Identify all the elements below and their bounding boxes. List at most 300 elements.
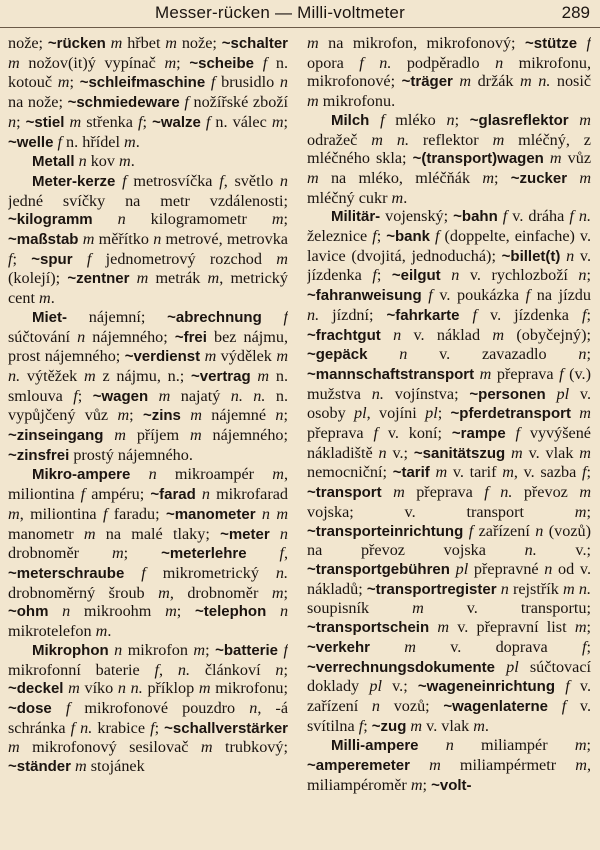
grammar-label: m (574, 618, 587, 637)
entry-text: ; (376, 266, 392, 285)
entry-text: . (484, 716, 489, 735)
headword: ~bank (386, 228, 430, 246)
grammar-label: pl (556, 384, 570, 403)
grammar-label: f (80, 485, 86, 504)
grammar-label: m (579, 404, 591, 423)
grammar-label: n (275, 660, 284, 679)
entry-text: ; (586, 266, 591, 285)
entry-text: odražeč (307, 130, 372, 149)
entry-text (506, 424, 516, 442)
entry-text: manometr (8, 524, 84, 543)
headword: ~telephon (194, 603, 267, 621)
entry-text: mikrofonní baterie (8, 660, 155, 679)
headword: ~zucker (510, 169, 568, 187)
grammar-label: n (399, 345, 408, 364)
headword: ~meterlehre (161, 545, 247, 563)
entry-text (382, 483, 393, 501)
grammar-label: m (473, 716, 485, 735)
entry-text (93, 210, 118, 228)
headword: ~schleifmaschine (79, 74, 206, 92)
entry-text: . (403, 188, 408, 207)
entry-text: v.; (536, 541, 591, 560)
grammar-label: m (307, 92, 319, 111)
entry-text: příklop (142, 679, 199, 698)
grammar-label: m (271, 583, 284, 602)
entry-text: , drobnoměr (169, 583, 272, 602)
entry-text: mikrofonu. (318, 92, 396, 111)
entry-text: ; (437, 404, 451, 423)
entry-text: kilogramometr (125, 210, 272, 229)
entry-text: n. válec (210, 112, 272, 131)
entry-text: nájemného; (85, 327, 175, 346)
entry-text: kov (86, 152, 120, 171)
entry-text: súčtování (8, 327, 78, 346)
entry-text: výdělek (216, 347, 277, 366)
grammar-label: m (549, 149, 562, 168)
grammar-label: n (378, 443, 387, 462)
grammar-label: m (410, 775, 423, 794)
grammar-label: n (279, 524, 288, 543)
entry-text: ; (586, 637, 591, 656)
headword: ~transporteinrichtung (307, 522, 464, 540)
grammar-label: m (492, 325, 505, 344)
entry-text: ; (176, 602, 195, 621)
entry-text (577, 34, 586, 52)
headword: ~meterschraube (8, 564, 125, 582)
grammar-label: n (495, 53, 504, 72)
entry-text: bez nájmu, prost nájemného; (8, 327, 288, 366)
entry-text (410, 756, 429, 774)
entry-text: jednometrový rozchod (91, 249, 277, 268)
entry-text: mikrofonu; (210, 679, 288, 698)
entry-text (419, 736, 446, 754)
grammar-label: m (57, 73, 70, 92)
headword: ~volt- (431, 776, 472, 794)
entry-text: vůz (561, 149, 591, 168)
headword: ~verkehr (307, 638, 370, 656)
grammar-label: m (95, 622, 108, 641)
grammar-label: m (562, 579, 575, 598)
entry-text: mikroohm (70, 602, 166, 621)
headword: ~spur (31, 250, 73, 268)
headword: ~träger (401, 73, 453, 91)
grammar-label: n (153, 230, 162, 249)
dictionary-entry (8, 172, 288, 308)
entry-text: ; (422, 775, 432, 794)
entry-text: výtěžek (20, 366, 84, 385)
grammar-label: m (371, 130, 383, 149)
grammar-label: f (582, 637, 587, 656)
entry-text (495, 658, 506, 676)
entry-text: ; (376, 227, 387, 246)
entry-text: . (135, 132, 140, 151)
grammar-label: f (150, 718, 155, 737)
grammar-label: n. (379, 53, 392, 72)
grammar-label: m (391, 188, 404, 207)
grammar-label: f (122, 171, 127, 190)
entry-text: mikrometrický (145, 563, 276, 582)
entry-text: miliampérmetr (440, 756, 576, 775)
grammar-label: m (276, 249, 288, 268)
entry-text (567, 169, 579, 187)
entry-text (52, 699, 66, 717)
entry-text: ampéru; (85, 485, 151, 504)
grammar-label: m (307, 34, 319, 52)
entry-text (555, 677, 565, 695)
grammar-label: m (158, 583, 170, 602)
left-column (8, 34, 288, 842)
entry-text: n. kotouč (8, 53, 288, 92)
grammar-label: m (75, 757, 87, 776)
entry-text: v. přepravní list (449, 618, 575, 637)
grammar-label: f (428, 286, 433, 305)
entry-text (383, 131, 397, 149)
headword: ~scheibe (189, 54, 254, 72)
grammar-label: m (579, 443, 591, 462)
headword: ~meter (220, 525, 270, 543)
headword: ~deckel (8, 680, 64, 698)
entry-text: . (50, 289, 55, 308)
grammar-label: f (359, 53, 364, 72)
headword: ~vertrag (191, 367, 251, 385)
grammar-label: m (271, 210, 284, 229)
entry-text: n. hřídel (62, 132, 125, 151)
headword: ~verrechnungsdokumente (307, 658, 495, 676)
grammar-label: f (468, 521, 474, 540)
grammar-label: n (117, 210, 126, 229)
headword: ~batterie (215, 641, 279, 659)
grammar-label: n (117, 679, 126, 698)
grammar-label: f (586, 34, 591, 52)
headword: ~rampe (451, 425, 506, 443)
dictionary-entry (8, 308, 288, 466)
entry-text: v. osoby (307, 384, 591, 423)
entry-text: ; (142, 112, 153, 131)
grammar-label: m (136, 269, 149, 288)
entry-text (48, 602, 62, 620)
entry-text: v. koní; (377, 424, 452, 443)
entry-text (247, 544, 280, 562)
headword: ~walze (152, 113, 201, 131)
entry-text: v. tarif (447, 463, 503, 482)
entry-text: , metrický cent (8, 269, 288, 308)
grammar-label: m (117, 406, 130, 425)
headword: ~mannschaftstransport (307, 365, 475, 383)
grammar-label: m (189, 426, 202, 445)
entry-text: na malé tlaky; (95, 524, 221, 543)
headword: ~frachtgut (307, 326, 381, 344)
entry-text: ; (586, 345, 591, 364)
entry-text (262, 308, 284, 326)
headword: ~bahn (453, 208, 498, 226)
entry-text: v. jízdenka (307, 246, 591, 285)
entry-text: převoz (512, 483, 580, 502)
entry-text: ; (454, 110, 470, 129)
entry-text: ; (283, 583, 288, 602)
grammar-label: m (479, 364, 492, 383)
entry-text: drobnoměrný šroub (8, 583, 159, 602)
entry-text: , miliampéroměr (307, 756, 591, 794)
headword: ~amperemeter (307, 757, 410, 775)
entry-text: ; (363, 716, 372, 735)
grammar-label: f (525, 286, 531, 305)
entry-text: článkoví (190, 660, 276, 679)
headword: ~stiel (25, 113, 65, 131)
entry-text (73, 250, 87, 268)
grammar-label: n (371, 696, 381, 715)
entry-text: mikrofarad (210, 485, 288, 504)
grammar-label: f (279, 544, 284, 563)
dictionary-entry (307, 34, 591, 111)
headword: ~verdienst (124, 348, 201, 366)
entry-text: mikrofon (122, 640, 194, 659)
entry-text: ; (16, 112, 26, 131)
grammar-label: m (257, 366, 270, 385)
grammar-label: m (69, 112, 82, 131)
entry-text: v. náklad (401, 325, 493, 344)
headword: ~frei (174, 328, 207, 346)
entry-text: reflektor (409, 130, 493, 149)
headword: ~schalter (221, 35, 288, 52)
entry-text (364, 54, 379, 72)
entry-text: mikrofonu, mikrofonové; (307, 53, 591, 91)
entry-text: miliampér (453, 736, 575, 755)
grammar-label: m (204, 347, 217, 366)
grammar-label: m (114, 426, 126, 445)
grammar-label: m (574, 502, 587, 521)
entry-text: vojenský; (380, 207, 454, 226)
headword: ~eilgut (391, 267, 441, 285)
headword: ~schmiedeware (67, 94, 180, 112)
grammar-label: n (77, 327, 86, 346)
grammar-label: n (148, 465, 157, 484)
entry-text: na nože; (8, 93, 68, 112)
grammar-label: f (502, 207, 508, 226)
entry-text: přeprava (307, 424, 374, 443)
entry-text: vozů; (380, 696, 444, 715)
entry-text: zařízení (473, 521, 536, 540)
entry-text: vojska; v. transport (307, 502, 575, 521)
entry-text: (doppelte, einfache) v. lavice (dvojitá, jednoduchá); (307, 227, 591, 265)
grammar-label: m (190, 406, 202, 425)
entry-text: ; (123, 544, 162, 563)
entry-text (548, 697, 562, 715)
grammar-label: pl (425, 404, 438, 423)
header-title: Messer-rücken — Milli-voltmeter (155, 3, 405, 22)
grammar-label: m (276, 504, 288, 523)
headword: ~farad (150, 486, 196, 504)
grammar-label: n. n. (230, 386, 266, 405)
right-column (307, 34, 591, 842)
grammar-label: f (372, 266, 377, 285)
grammar-label: f (8, 249, 13, 268)
headword: ~rücken (47, 35, 106, 52)
entry-text (441, 266, 452, 284)
headword: ~transport (307, 484, 382, 502)
headword: Metall (32, 153, 75, 171)
page-number: 289 (561, 3, 590, 22)
headword: ~gepäck (307, 346, 368, 364)
entry-text: . (107, 622, 112, 641)
grammar-label: n (535, 521, 544, 540)
entry-text: mléko (384, 110, 447, 129)
grammar-label: n (445, 736, 454, 755)
grammar-label: n. (578, 579, 591, 598)
entry-text (370, 638, 404, 656)
entry-text: jízdní; (319, 305, 387, 324)
entry-text: ; (205, 640, 216, 659)
headword: ~maßstab (8, 231, 79, 249)
grammar-label: f (141, 563, 146, 582)
grammar-label: m (276, 347, 288, 366)
entry-text: ; (154, 718, 165, 737)
entry-text: ; (176, 53, 190, 72)
grammar-label: n. (275, 563, 288, 582)
dictionary-entry (8, 152, 288, 172)
entry-text: v. rychlozboží (459, 266, 579, 285)
dictionary-entry (8, 641, 288, 777)
headword: ~wageneinrichtung (417, 678, 556, 696)
entry-text (254, 54, 263, 72)
entry-text: přeprava (491, 364, 560, 383)
entry-text: mikroampér (156, 465, 273, 484)
entry-text: hřbet (122, 34, 166, 52)
dictionary-entry (8, 465, 288, 640)
grammar-label: m (459, 72, 472, 91)
entry-text: metrové, metrovka (161, 230, 288, 249)
entry-text: nosič (550, 72, 591, 91)
grammar-label: m (111, 544, 124, 563)
headword: ~transportgebühren (307, 560, 450, 578)
entry-text: trubkový; (212, 738, 288, 757)
entry-text: mikrofonové pouzdro (70, 698, 250, 717)
grammar-label: pl (354, 404, 367, 423)
grammar-label: m (164, 53, 177, 72)
headword: Militär- (331, 208, 381, 226)
headword: ~tarif (392, 464, 430, 482)
entry-text (546, 385, 557, 403)
grammar-label: n. (130, 679, 143, 698)
entry-text (381, 326, 393, 344)
grammar-label: pl (369, 677, 382, 696)
entry-text: v. vlak (422, 716, 474, 735)
grammar-label: n (279, 602, 288, 621)
grammar-label: f (569, 207, 574, 226)
grammar-label: n. (177, 660, 191, 679)
grammar-label: m (271, 112, 284, 131)
grammar-label: m (579, 110, 591, 129)
grammar-label: m (574, 736, 587, 755)
grammar-label: m (8, 738, 20, 757)
headword: ~dose (8, 699, 52, 717)
headword: ~sanitätszug (413, 444, 506, 462)
headword: ~zinseingang (8, 427, 104, 445)
entry-text: vyvýšené nákladiště (307, 424, 591, 462)
entry-text: (vozů) na převoz vojska (307, 521, 591, 560)
grammar-label: m (435, 463, 448, 482)
grammar-label: f (86, 249, 92, 268)
grammar-label: m (511, 443, 523, 462)
entry-text: v. svítilna (307, 696, 591, 735)
entry-text: ; (586, 618, 591, 637)
grammar-label: f (373, 424, 378, 443)
entry-text (103, 426, 114, 444)
entry-text: v. zařízení (307, 677, 591, 715)
entry-text (460, 306, 473, 324)
entry-text: v.; (386, 443, 414, 462)
entry-text: držák (471, 72, 521, 91)
entry-text: nože; (177, 34, 222, 52)
grammar-label: n. (500, 483, 513, 502)
entry-text: opora (307, 53, 360, 72)
grammar-label: m (193, 640, 206, 659)
grammar-label: n. (371, 384, 384, 403)
headword: ~transportschein (307, 619, 430, 637)
grammar-label: m (410, 716, 423, 735)
grammar-label: f (358, 716, 364, 735)
entry-text: ; (129, 406, 143, 425)
headword: ~abrechnung (167, 308, 262, 326)
entry-text: n. smlouva (8, 366, 288, 405)
entry-text (369, 111, 380, 129)
grammar-label: m (200, 738, 213, 757)
entry-text: stojánek (86, 757, 145, 776)
entry-text: , (159, 660, 178, 679)
grammar-label: f (138, 112, 143, 131)
grammar-label: m (492, 130, 505, 149)
grammar-label: f (73, 386, 78, 405)
grammar-label: n (566, 246, 575, 265)
grammar-label: f (435, 227, 440, 246)
grammar-label: n (578, 266, 587, 285)
entry-text: od v. nákladů; (307, 559, 591, 598)
grammar-label: n (446, 110, 455, 129)
entry-text: v. dráha (507, 207, 570, 226)
grammar-label: f (582, 305, 587, 324)
grammar-label: n (279, 73, 288, 92)
headword: ~fahrkarte (386, 306, 460, 324)
grammar-label: f (262, 53, 268, 72)
entry-text: prostý nájemného. (69, 445, 193, 464)
grammar-label: m (502, 463, 514, 482)
entry-text: ; (69, 73, 80, 92)
grammar-label: m (8, 504, 20, 523)
grammar-label: m (68, 679, 80, 698)
entry-text: n. vypůjčený vůz (8, 386, 288, 425)
grammar-label: m (307, 168, 319, 187)
entry-text (130, 465, 148, 483)
headword: Mikro-ampere (32, 466, 131, 484)
dictionary-entry (8, 34, 288, 152)
grammar-label: n. (307, 305, 320, 324)
entry-text: ; (283, 660, 288, 679)
grammar-label: m (520, 72, 532, 91)
grammar-label: m (83, 366, 96, 385)
grammar-label: f (205, 112, 211, 131)
grammar-label: m (158, 386, 171, 405)
entry-text: súčtovací doklady (307, 657, 591, 696)
grammar-label: f (380, 110, 385, 129)
entry-text: , (283, 544, 288, 563)
grammar-label: f (561, 696, 567, 715)
grammar-label: f (515, 424, 521, 443)
entry-text: ; (283, 112, 288, 131)
entry-text: přeprava (404, 483, 485, 502)
entry-text (124, 564, 141, 582)
entry-text: drobnoměr (8, 544, 112, 563)
entry-text: nájemní; (67, 307, 168, 326)
entry-text (148, 387, 158, 405)
